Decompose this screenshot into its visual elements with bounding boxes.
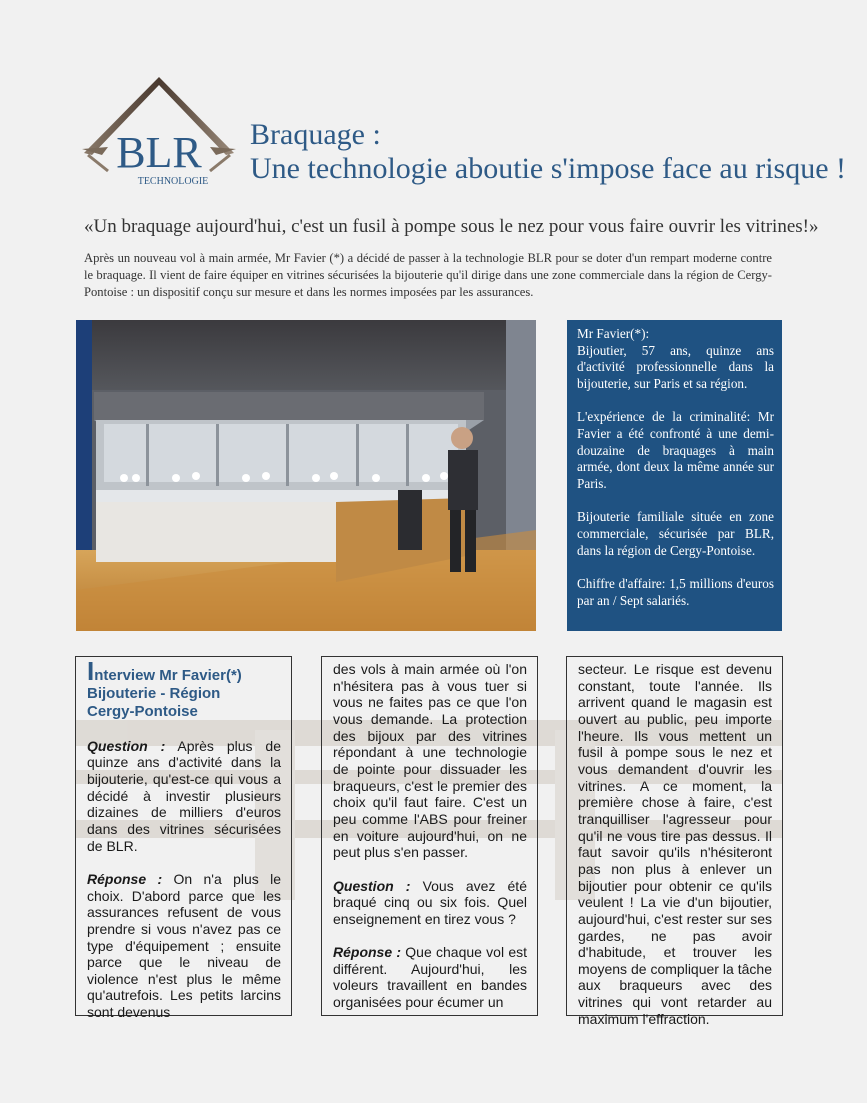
interview-heading-line3: Cergy-Pontoise [87, 703, 198, 720]
answer-2-label: Réponse : [333, 944, 402, 961]
profile-heading: Mr Favier(*): [577, 326, 650, 341]
profile-box [567, 320, 782, 631]
interview-heading-line2: Bijouterie - Région [87, 685, 221, 702]
question-1 [87, 738, 281, 855]
jewelry-display-image [76, 320, 536, 631]
interview-column-1 [75, 656, 292, 1021]
pull-quote: «Un braquage aujourd'hui, c'est un fusil à pompe sous le nez pour vous faire ouvrir les vitrines!» [84, 216, 819, 237]
question-2-label: Question : [333, 877, 411, 894]
page-title-line1: Braquage : [250, 118, 381, 151]
answer-2-part1 [333, 944, 527, 1011]
store-photo [76, 320, 536, 631]
page-title-line2: Une technologie aboutie s'impose face au risque ! [250, 152, 847, 185]
answer-2-text-col2: Que chaque vol est différent. Aujourd'hui, les voleurs travaillent en bandes organisées pour écumer un [333, 944, 527, 1011]
answer-1-part2: des vols à main armée où l'on n'hésitera pas à vous tuer si vous ne faites pas ce que l'on vous demande. La protection des bijoux par des vitrines répondant à une technologie de pointe pour dissuader les braqueurs, c'est le premier des choix qu'il faut faire. C'est un peu comme l'ABS pour freiner en voiture aujourd'hui, on ne peut plus s'en passer. [333, 661, 527, 861]
intro-paragraph: Après un nouveau vol à main armée, Mr Favier (*) a décidé de passer à la technologie BLR pour se doter d'un rempart moderne contre le braquage. Il vient de faire équiper en vitrines sécurisées la bijouterie qu'il dirige dans une zone commerciale dans la région de Cergy-Pontoise : un dispositif conçu sur mesure et dans les normes imposées par les assurances. [84, 251, 772, 299]
blr-logo [78, 75, 240, 187]
answer-1-text-col1: On n'a plus le choix. D'abord parce que les assurances refusent de vous prendre si vous n'avez pas ce type d'équipement ; ensuite parce que le niveau de violence n'est plus le même qu'autrefois. Les petits larcins sont devenus [87, 870, 281, 1021]
interview-column-2 [321, 656, 538, 1016]
question-2-text: Vous avez été braqué cinq ou six fois. Quel enseignement en tirez vous ? [333, 877, 527, 927]
interview-heading [87, 656, 281, 721]
logo-text: BLR [116, 128, 202, 177]
interview-heading-rest: nterview Mr Favier(*) [94, 667, 242, 684]
answer-1-part1 [87, 871, 281, 1021]
question-1-text: Après plus de quinze ans d'activité dans la bijouterie, qu'est-ce qui vous a décidé à investir plusieurs dizaines de milliers d'euros dans des vitrines sécurisées de BLR. [87, 737, 281, 854]
answer-2-part2: secteur. Le risque est devenu constant, toute l'année. Ils arrivent quand le magasin est ouvert au public, peu importe l'heure. Ils vous mettent un fusil à pompe sous le nez et vous demandent d'ouvrir les vitrines. A ce moment, la première chose à faire, c'est tranquilliser l'agresseur pour qu'il ne vous tire pas dessus. Il faut savoir qu'ils n'hésiteront pas non plus à enlever un bijoutier pour obtenir ce qu'ils veulent ! La vie d'un bijoutier, aujourd'hui, c'est rester sur ses gardes, ne pas avoir d'habitude, et trouver les moyens de compliquer la tâche aux braqueurs avec des vitrines qui vont retarder au maximum l'effraction. [578, 661, 772, 1027]
interview-column-3 [566, 656, 783, 1027]
profile-bio: Bijoutier, 57 ans, quinze ans d'activité professionnelle dans la bijouterie, sur Paris et sa région. [577, 342, 774, 391]
profile-experience: L'expérience de la criminalité: Mr Favier a été confronté à une demi-douzaine de braquages à main armée, dont deux la même année sur Paris. [577, 409, 774, 491]
interview-drop-initial: I [87, 656, 95, 686]
profile-store: Bijouterie familiale située en zone commerciale, sécurisée par BLR, dans la région de Cergy-Pontoise. [577, 509, 774, 558]
question-1-label: Question : [87, 737, 166, 754]
question-2 [333, 878, 527, 928]
answer-1-label: Réponse : [87, 870, 163, 887]
profile-revenue: Chiffre d'affaire: 1,5 millions d'euros par an / Sept salariés. [577, 576, 774, 608]
logo-diamond-graphic [78, 75, 240, 187]
logo-subtext: TECHNOLOGIE [137, 176, 209, 187]
